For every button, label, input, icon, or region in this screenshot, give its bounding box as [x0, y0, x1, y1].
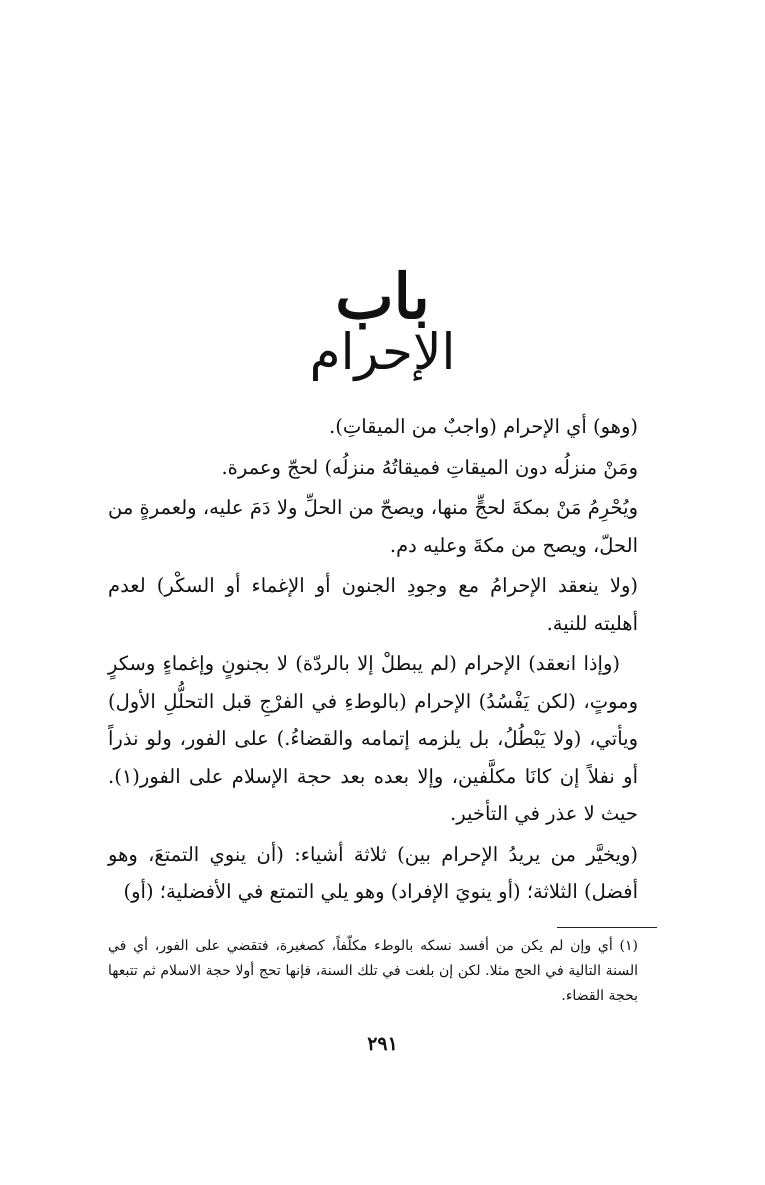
footnote-text: (١) أي وإن لم يكن من أفسد نسكه بالوطء مكلّفاً، كصغيرة، فتقضي على الفور، أي في السنة التالية في الحج مثلا. لكن إن بلغت في تلك السنة، فإنها تحج أولا حجة الاسلام ثم تتبعها بحجة القضاء.	[108, 938, 638, 1004]
page-number: ٢٩١	[367, 1033, 398, 1055]
chapter-title: الإحرام	[309, 323, 456, 381]
paragraph: (ولا ينعقد الإحرامُ مع وجودِ الجنون أو الإغماء أو السكْر) لعدم أهليته للنية.	[108, 574, 638, 635]
paragraph: (وإذا انعقد) الإحرام (لم يبطلْ إلا بالردّة) لا بجنونٍ وإغماءٍ وسكرٍ وموتٍ، (لكن يَفْسُدُ) الإحرام (بالوطءِ في الفرْجِ قبل التحلُّلِ الأول) ويأتي، (ولا يَبْطُلُ، بل يلزمه إتمامه والقضاءُ.) على الفور، ولو نذراً أو نفلاً إن كانَا مكلَّفين، وإلا بعده بعد حجة الإسلام على الفور(١). حيث لا عذر في التأخير.	[108, 652, 639, 825]
footnote	[108, 934, 638, 1009]
paragraph: ومَنْ منزلُه دون الميقاتِ فميقاتُهُ منزلُه) لحجّ وعمرة.	[221, 455, 638, 479]
chapter-heading-word: باب	[335, 260, 430, 333]
main-text	[108, 408, 638, 914]
paragraph: (ويخيَّر من يريدُ الإحرام بين) ثلاثة أشياء: (أن ينوي التمتعَ، وهو أفضل) الثلاثة؛ (أو ينويَ الإفراد) وهو يلي التمتع في الأفضلية؛ (أو)	[108, 842, 638, 903]
paragraph: (وهو) أي الإحرام (واجبٌ من الميقاتِ).	[329, 415, 638, 438]
paragraph: ويُحْرِمُ مَنْ بمكةَ لحجٍّ منها، ويصحّ من الحلِّ ولا دَمَ عليه، ولعمرةٍ من الحلّ، ويصح من مكةَ وعليه دم.	[108, 496, 638, 557]
footnote-divider	[557, 927, 657, 928]
